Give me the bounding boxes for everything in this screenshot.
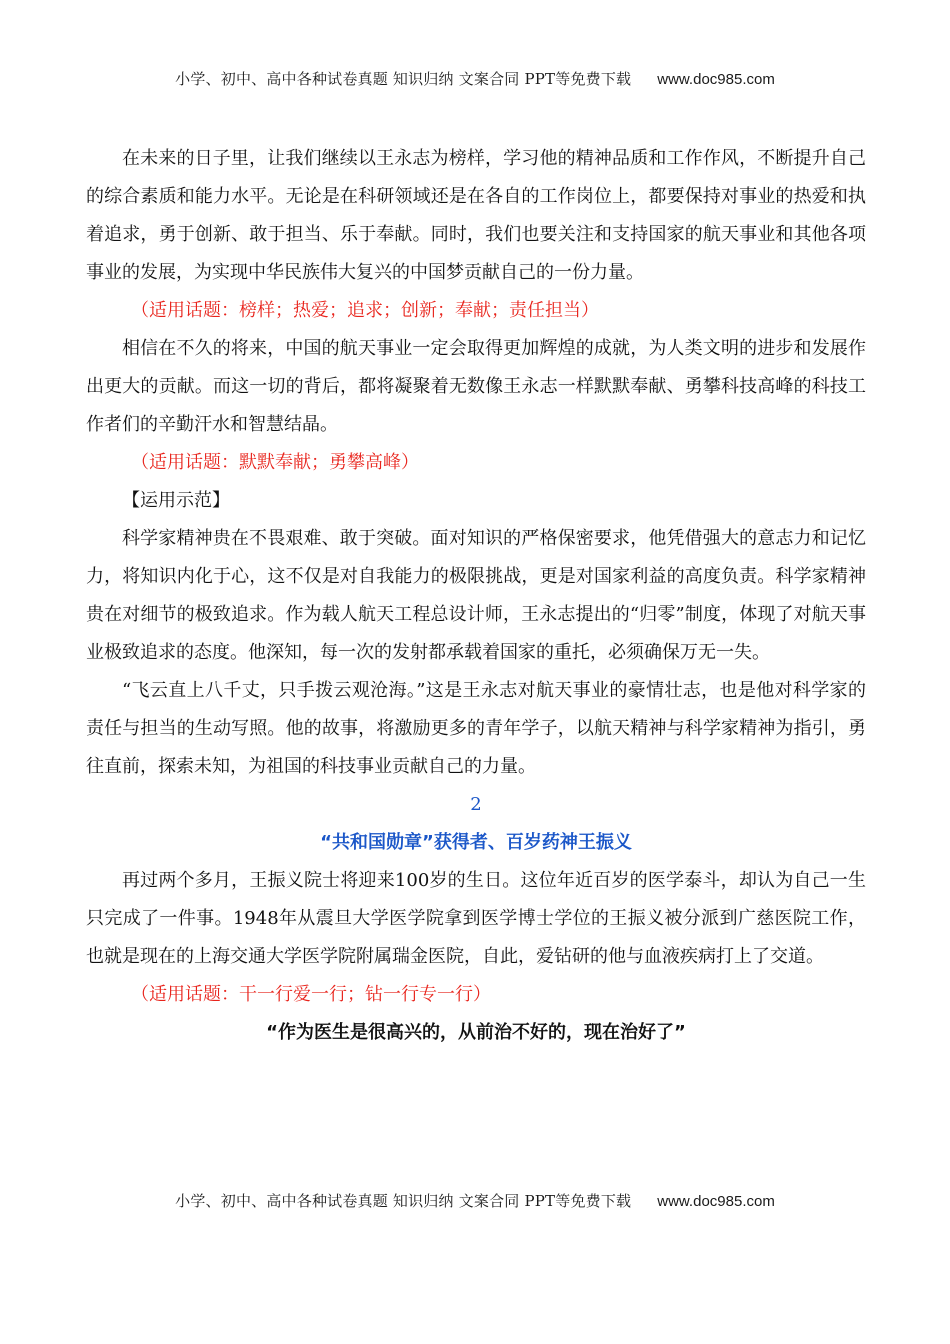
footer-text: 小学、初中、高中各种试卷真题 知识归纳 文案合同 PPT等免费下载: [175, 1192, 632, 1210]
header-text: 小学、初中、高中各种试卷真题 知识归纳 文案合同 PPT等免费下载: [175, 70, 632, 88]
subheading-quote: “作为医生是很高兴的，从前治不好的，现在治好了”: [266, 1022, 686, 1043]
section-number: 2: [470, 794, 482, 815]
usage-example-label: 【运用示范】: [122, 490, 230, 511]
topic-line-3: （适用话题：干一行爱一行；钻一行专一行）: [131, 984, 491, 1005]
paragraph-2: 相信在不久的将来，中国的航天事业一定会取得更加辉煌的成就，为人类文明的进步和发展作出更大的贡献。而这一切的背后，都将凝聚着无数像王永志一样默默奉献、勇攀科技高峰的科技工作者们的辛勤汗水和智慧结晶。: [86, 338, 866, 435]
page-footer: [0, 1190, 950, 1211]
paragraph-4: “飞云直上八千丈，只手拨云观沧海。”这是王永志对航天事业的豪情壮志，也是他对科学家的责任与担当的生动写照。他的故事，将激励更多的青年学子，以航天精神与科学家精神为指引，勇往直前，探索未知，为祖国的科技事业贡献自己的力量。: [86, 680, 866, 777]
section-title: “共和国勋章”获得者、百岁药神王振义: [320, 832, 632, 853]
paragraph-1: 在未来的日子里，让我们继续以王永志为榜样，学习他的精神品质和工作作风，不断提升自己的综合素质和能力水平。无论是在科研领域还是在各自的工作岗位上，都要保持对事业的热爱和执着追求，勇于创新、敢于担当、乐于奉献。同时，我们也要关注和支持国家的航天事业和其他各项事业的发展，为实现中华民族伟大复兴的中国梦贡献自己的一份力量。: [86, 148, 866, 283]
paragraph-5: 再过两个多月，王振义院士将迎来100岁的生日。这位年近百岁的医学泰斗，却认为自己一生只完成了一件事。1948年从震旦大学医学院拿到医学博士学位的王振义被分派到广慈医院工作，也就是现在的上海交通大学医学院附属瑞金医院，自此，爱钻研的他与血液疾病打上了交道。: [86, 870, 866, 967]
topic-line-1: （适用话题：榜样；热爱；追求；创新；奉献；责任担当）: [131, 300, 599, 321]
footer-site-link[interactable]: www.doc985.com: [657, 1193, 775, 1210]
paragraph-3: 科学家精神贵在不畏艰难、敢于突破。面对知识的严格保密要求，他凭借强大的意志力和记忆力，将知识内化于心，这不仅是对自我能力的极限挑战，更是对国家利益的高度负责。科学家精神贵在对细节的极致追求。作为载人航天工程总设计师，王永志提出的“归零”制度，体现了对航天事业极致追求的态度。他深知，每一次的发射都承载着国家的重托，必须确保万无一失。: [86, 528, 866, 663]
page-header: [0, 68, 950, 89]
topic-line-2: （适用话题：默默奉献；勇攀高峰）: [131, 452, 419, 473]
header-site-link[interactable]: www.doc985.com: [657, 71, 775, 88]
document-body: [86, 140, 866, 1052]
